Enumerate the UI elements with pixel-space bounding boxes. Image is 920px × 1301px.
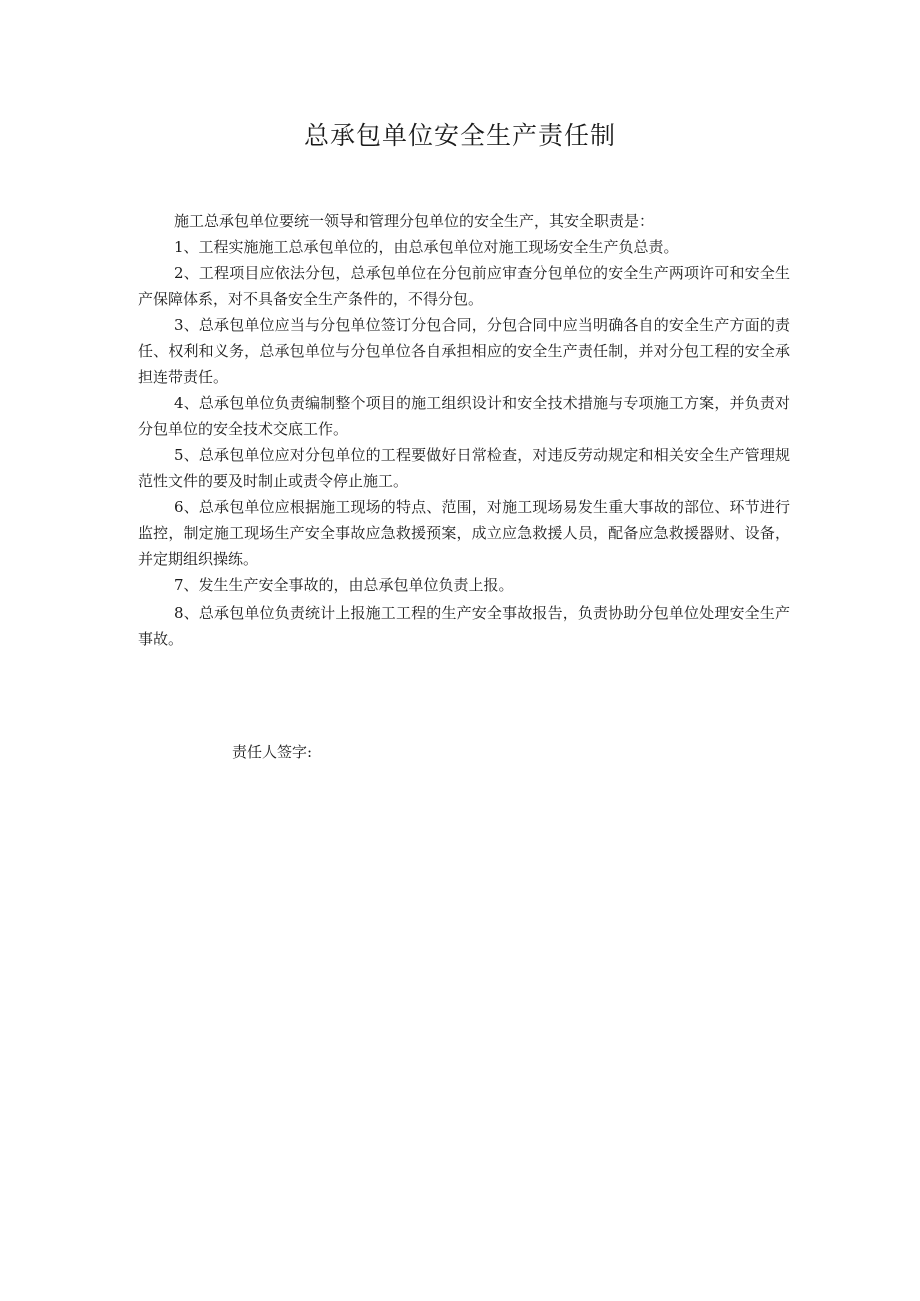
duty-item-7: 7、发生生产安全事故的，由总承包单位负责上报。	[174, 576, 514, 594]
intro-paragraph: 施工总承包单位要统一领导和管理分包单位的安全生产，其安全职责是：	[174, 212, 655, 230]
signature-label: 责任人签字:	[232, 743, 313, 761]
duty-item-5: 5、总承包单位应对分包单位的工程要做好日常检查，对违反劳动规定和相关安全生产管理规范性文件的要及时制止或责令停止施工。	[138, 446, 790, 490]
document-title: 总承包单位安全生产责任制	[303, 121, 616, 150]
duty-item-2: 2、工程项目应依法分包，总承包单位在分包前应审查分包单位的安全生产两项许可和安全生产保障体系，对不具备安全生产条件的，不得分包。	[138, 264, 790, 308]
duty-item-6: 6、总承包单位应根据施工现场的特点、范围，对施工现场易发生重大事故的部位、环节进行监控，制定施工现场生产安全事故应急救援预案，成立应急救援人员，配备应急救援器财、设备，并定期组织操练。	[138, 498, 790, 568]
duty-item-1: 1、工程实施施工总承包单位的，由总承包单位对施工现场安全生产负总责。	[174, 238, 679, 256]
document-body	[138, 208, 790, 652]
duty-item-3: 3、总承包单位应当与分包单位签订分包合同，分包合同中应当明确各自的安全生产方面的责任、权利和义务，总承包单位与分包单位各自承担相应的安全生产责任制，并对分包工程的安全承担连带责任。	[138, 316, 790, 386]
duty-item-4: 4、总承包单位负责编制整个项目的施工组织设计和安全技术措施与专项施工方案，并负责对分包单位的安全技术交底工作。	[138, 394, 790, 438]
duty-item-8: 8、总承包单位负责统计上报施工工程的生产安全事故报告，负责协助分包单位处理安全生产事故。	[138, 604, 790, 648]
